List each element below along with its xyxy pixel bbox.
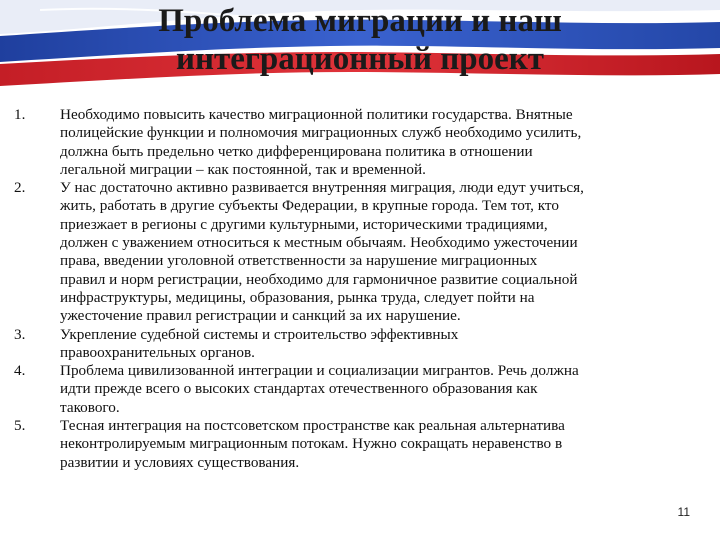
- list-item-number: 4.: [14, 362, 26, 380]
- list-item: [14, 179, 704, 325]
- title-line-2: интеграционный проект: [175, 41, 545, 77]
- list-item: [14, 106, 704, 179]
- list-item-number: 1.: [14, 106, 26, 123]
- page-number: 11: [677, 505, 690, 519]
- list-item: [14, 362, 704, 417]
- list-item-text: У нас достаточно активно развивается внутренняя миграция, люди едут учиться, жить, работать в другие субъекты Федерации, в крупные города. Тем тот, кто приезжает в регионы с другими культурными, историческими традициями, должен с уважением относиться к местным обычаям. Необходимо ужесточении права, введении уголовной ответственности за нарушение миграционных правил и норм регистрации, необходимо для гармоничное развитие социальной инфраструктуры, медицины, образования, рынка труда, следует пойти на ужесточение правил регистрации и санкций за их нарушение.: [60, 179, 584, 325]
- list-item-text: Необходимо повысить качество миграционной политики государства. Внятные полицейские функции и полномочия миграционных служб необходимо усилить, должна быть предельно четко дифференцирована политика в отношении легальной миграции – как постоянной, так и временной.: [60, 106, 582, 178]
- title-line-1: Проблема миграции и наш: [158, 3, 562, 39]
- list-item-number: 2.: [14, 179, 26, 197]
- numbered-list: [14, 106, 704, 472]
- list-item: [14, 326, 704, 363]
- list-item-number: 3.: [14, 325, 26, 343]
- list-item-text: Тесная интеграция на постсоветском пространстве как реальная альтернатива неконтролируемым миграционным потокам. Нужно сокращать неравенство в развитии и условиях существования.: [60, 417, 565, 471]
- list-item-text: Проблема цивилизованной интеграции и социализации мигрантов. Речь должна идти прежде всего о высоких стандартах отечественного образования как такового.: [60, 362, 579, 416]
- list-item: [14, 417, 704, 472]
- list-item-text: Укрепление судебной системы и строительство эффективных правоохранительных органов.: [60, 325, 459, 361]
- list-item-number: 5.: [14, 417, 26, 435]
- slide-title: [0, 2, 720, 78]
